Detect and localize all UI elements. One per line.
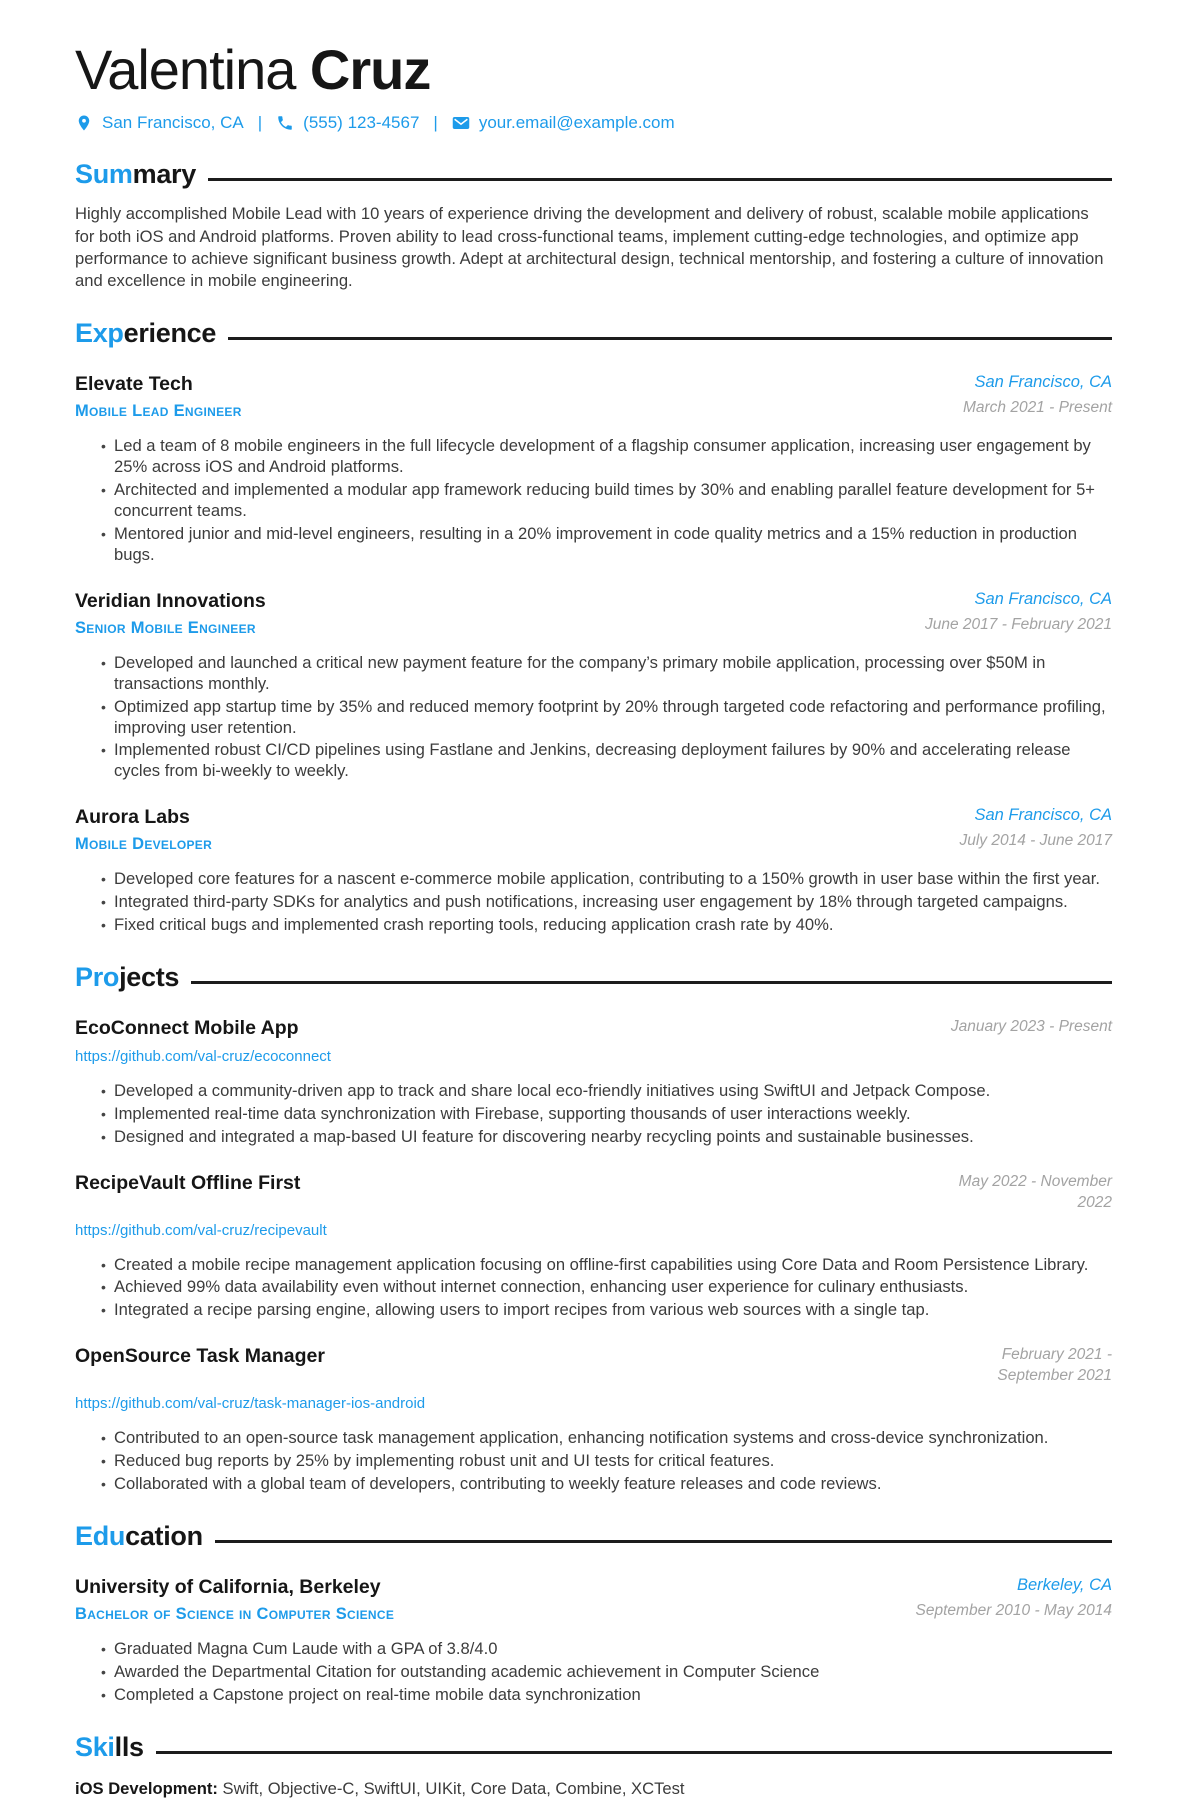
contact-separator: | bbox=[433, 113, 438, 133]
education-section-title bbox=[75, 1521, 1112, 1552]
bullet-item: • Led a team of 8 mobile engineers in the full lifecycle development of a flagship consumer application, increasing user engagement by 25% across iOS and Android platforms. bbox=[101, 436, 1112, 478]
project-dates: January 2023 - Present bbox=[950, 1018, 1112, 1035]
bullet-item: • Collaborated with a global team of developers, contributing to weekly feature releases and code reviews. bbox=[101, 1474, 1112, 1495]
section-rule bbox=[215, 1540, 1112, 1543]
title-accent: Edu bbox=[75, 1520, 126, 1551]
entry-header bbox=[75, 806, 1112, 854]
entry-header bbox=[75, 1172, 1112, 1214]
title-rest: cation bbox=[125, 1520, 203, 1551]
bullet-item: • Fixed critical bugs and implemented crash reporting tools, reducing application crash rate by 40%. bbox=[101, 915, 1112, 936]
entry-location: San Francisco, CA bbox=[974, 589, 1112, 608]
section-projects bbox=[75, 962, 1112, 1495]
title-rest: jects bbox=[119, 962, 180, 992]
entry-bullets bbox=[75, 1639, 1112, 1706]
entry-bullets bbox=[75, 436, 1112, 565]
bullet-item: • Architected and implemented a modular app framework reducing build times by 30% and enabling parallel feature development for 5+ concurrent teams. bbox=[101, 480, 1112, 522]
title-rest: mary bbox=[132, 159, 196, 190]
entry-right bbox=[925, 590, 1112, 636]
project-dates: February 2021 - September 2021 bbox=[997, 1346, 1112, 1385]
entry-bullets bbox=[75, 1255, 1112, 1322]
bullet-item: • Mentored junior and mid-level engineers, resulting in a 20% improvement in code quality metrics and a 15% reduction in production bugs. bbox=[101, 524, 1112, 566]
bullet-item: • Developed core features for a nascent e-commerce mobile application, contributing to a 150% growth in user base within the first year. bbox=[101, 869, 1112, 890]
title-rest: erience bbox=[123, 318, 217, 349]
entry-dates: March 2021 - Present bbox=[962, 399, 1112, 417]
resume-entry bbox=[75, 1576, 1112, 1706]
project-entries bbox=[75, 1017, 1112, 1495]
entry-bullets bbox=[75, 869, 1112, 936]
entry-location: San Francisco, CA bbox=[974, 373, 1112, 392]
section-rule bbox=[208, 178, 1112, 181]
bullet-item: • Optimized app startup time by 35% and reduced memory footprint by 20% through targeted code refactoring and performance profiling, improving user retention. bbox=[101, 697, 1112, 739]
entry-bullets bbox=[75, 1081, 1112, 1148]
section-summary bbox=[75, 159, 1112, 292]
entry-title: University of California, Berkeley bbox=[75, 1575, 381, 1598]
entry-right bbox=[963, 373, 1112, 419]
project-url-link[interactable]: https://github.com/val-cruz/ecoconnect bbox=[75, 1048, 331, 1065]
project-dates: May 2022 - November 2022 bbox=[958, 1172, 1112, 1211]
section-rule bbox=[191, 981, 1112, 984]
experience-section-title bbox=[75, 318, 1112, 349]
contact-phone: (555) 123-4567 bbox=[303, 113, 420, 133]
entry-title: Veridian Innovations bbox=[75, 589, 266, 612]
bullet-item: • Integrated third-party SDKs for analytics and push notifications, increasing user engagement by 18% through targeted campaigns. bbox=[101, 892, 1112, 913]
entry-header bbox=[75, 1017, 1112, 1040]
entry-bullets bbox=[75, 1428, 1112, 1495]
skill-category: iOS Development: bbox=[75, 1778, 218, 1798]
entry-header bbox=[75, 373, 1112, 421]
skill-detail: Swift, Objective-C, SwiftUI, UIKit, Core Data, Combine, XCTest bbox=[217, 1778, 685, 1798]
bullet-item: • Integrated a recipe parsing engine, allowing users to import recipes from various web sources with a single tap. bbox=[101, 1300, 1112, 1321]
entry-right bbox=[916, 1576, 1112, 1622]
summary-text: Highly accomplished Mobile Lead with 10 years of experience driving the development and delivery of robust, scalable mobile applications for both iOS and Android platforms. Proven ability to lead cross-functional teams, implement cutting-edge technologies, and optimize app performance to achieve significant business growth. Adept at architectural design, technical mentorship, and fostering a culture of innovation and excellence in mobile engineering. bbox=[75, 204, 1104, 291]
experience-entries bbox=[75, 373, 1112, 936]
project-entry bbox=[75, 1172, 1112, 1322]
entry-dates: July 2014 - June 2017 bbox=[959, 832, 1112, 850]
entry-subtitle: Mobile Developer bbox=[75, 835, 213, 854]
skills-section-title bbox=[75, 1732, 1112, 1763]
phone-icon bbox=[276, 114, 294, 132]
projects-section-title bbox=[75, 962, 1112, 993]
last-name: Cruz bbox=[309, 38, 431, 101]
project-entry bbox=[75, 1017, 1112, 1148]
entry-location: San Francisco, CA bbox=[974, 806, 1112, 825]
bullet-item: • Graduated Magna Cum Laude with a GPA of 3.8/4.0 bbox=[101, 1639, 1112, 1660]
project-url-link[interactable]: https://github.com/val-cruz/recipevault bbox=[75, 1221, 327, 1239]
title-accent: Pro bbox=[75, 962, 120, 992]
skill-lines bbox=[75, 1779, 1112, 1799]
entry-header bbox=[75, 590, 1112, 638]
entry-dates: September 2010 - May 2014 bbox=[915, 1601, 1112, 1619]
project-title: EcoConnect Mobile App bbox=[75, 1017, 299, 1039]
entry-left bbox=[75, 806, 212, 854]
title-accent: Ski bbox=[75, 1731, 115, 1762]
email-envelope-icon bbox=[452, 114, 470, 132]
contact-separator: | bbox=[257, 113, 263, 133]
entry-left bbox=[75, 1576, 394, 1624]
bullet-item: • Completed a Capstone project on real-time mobile data synchronization bbox=[101, 1685, 1112, 1706]
entry-subtitle: Bachelor of Science in Computer Science bbox=[75, 1604, 395, 1623]
bullet-item: • Developed and launched a critical new payment feature for the company’s primary mobile application, processing over $50M in transactions monthly. bbox=[101, 653, 1112, 695]
entry-left bbox=[75, 590, 266, 638]
bullet-item: • Reduced bug reports by 25% by implementing robust unit and UI tests for critical features. bbox=[101, 1451, 1112, 1472]
contact-email[interactable]: your.email@example.com bbox=[478, 113, 675, 133]
project-title: RecipeVault Offline First bbox=[75, 1171, 301, 1194]
contact-location: San Francisco, CA bbox=[102, 113, 244, 133]
entry-location: Berkeley, CA bbox=[1016, 1575, 1112, 1594]
resume-entry bbox=[75, 806, 1112, 936]
header bbox=[75, 40, 1112, 133]
person-name bbox=[75, 40, 1112, 100]
section-skills bbox=[75, 1732, 1112, 1799]
project-title: OpenSource Task Manager bbox=[75, 1345, 325, 1368]
bullet-item: • Contributed to an open-source task management application, enhancing notification systems and cross-device synchronization. bbox=[101, 1428, 1112, 1449]
section-rule bbox=[228, 337, 1112, 340]
title-accent: Sum bbox=[75, 159, 133, 190]
bullet-item: • Developed a community-driven app to track and share local eco-friendly initiatives using SwiftUI and Jetpack Compose. bbox=[101, 1081, 1112, 1102]
first-name: Valentina bbox=[75, 38, 296, 101]
summary-section-title bbox=[75, 159, 1112, 190]
project-entry bbox=[75, 1345, 1112, 1495]
entry-dates: June 2017 - February 2021 bbox=[925, 615, 1112, 633]
bullet-item: • Implemented real-time data synchronization with Firebase, supporting thousands of user interactions weekly. bbox=[101, 1104, 1112, 1125]
entry-header bbox=[75, 1576, 1112, 1624]
resume-entry bbox=[75, 373, 1112, 565]
section-education bbox=[75, 1521, 1112, 1706]
entry-subtitle: Senior Mobile Engineer bbox=[75, 618, 256, 637]
entry-title: Aurora Labs bbox=[75, 806, 190, 829]
entry-right bbox=[959, 806, 1112, 852]
bullet-item: • Implemented robust CI/CD pipelines using Fastlane and Jenkins, decreasing deployment failures by 90% and accelerating release cycles from bi-weekly to weekly. bbox=[101, 740, 1112, 782]
contact-row bbox=[75, 113, 1112, 133]
section-rule bbox=[156, 1751, 1112, 1754]
resume-entry bbox=[75, 590, 1112, 782]
skill-line bbox=[75, 1779, 1112, 1799]
location-pin-icon bbox=[75, 114, 93, 132]
education-entries bbox=[75, 1576, 1112, 1706]
entry-header bbox=[75, 1345, 1112, 1387]
bullet-item: • Awarded the Departmental Citation for outstanding academic achievement in Computer Science bbox=[101, 1662, 1112, 1683]
bullet-item: • Achieved 99% data availability even without internet connection, enhancing user experience for culinary enthusiasts. bbox=[101, 1277, 1112, 1298]
entry-subtitle: Mobile Lead Engineer bbox=[75, 402, 242, 421]
project-url-link[interactable]: https://github.com/val-cruz/task-manager-ios-android bbox=[75, 1395, 426, 1413]
entry-left bbox=[75, 373, 242, 421]
section-experience bbox=[75, 318, 1112, 936]
bullet-item: • Designed and integrated a map-based UI feature for discovering nearby recycling points and sustainable businesses. bbox=[101, 1127, 1112, 1148]
title-rest: lls bbox=[114, 1731, 144, 1762]
title-accent: Exp bbox=[75, 318, 124, 349]
entry-title: Elevate Tech bbox=[75, 373, 193, 396]
entry-bullets bbox=[75, 653, 1112, 782]
bullet-item: • Created a mobile recipe management application focusing on offline-first capabilities using Core Data and Room Persistence Library. bbox=[101, 1255, 1112, 1276]
